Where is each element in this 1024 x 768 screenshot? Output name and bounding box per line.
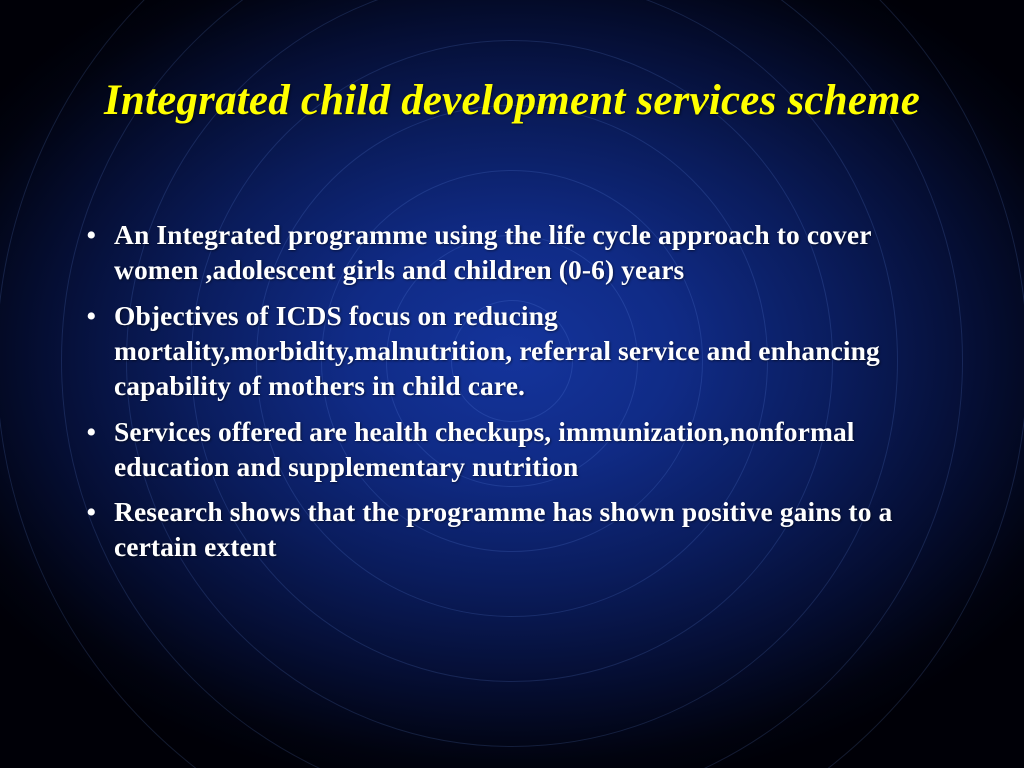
bullet-dot-icon: • bbox=[86, 415, 97, 449]
bullet-dot-icon: • bbox=[86, 299, 97, 333]
list-item bbox=[80, 415, 960, 485]
bullet-dot-icon: • bbox=[86, 496, 97, 530]
bullet-dot-icon: • bbox=[86, 219, 97, 252]
list-item-text: An Integrated programme using the life cycle approach to cover women ,adolescent girls and children (0-6) years bbox=[114, 219, 871, 285]
list-item-text: Research shows that the programme has shown positive gains to a certain extent bbox=[114, 496, 893, 563]
list-item-text: Services offered are health checkups, immunization,nonformal education and supplementary nutrition bbox=[114, 415, 855, 482]
bullet-list bbox=[80, 218, 960, 576]
list-item bbox=[80, 299, 960, 404]
slide-title: Integrated child development services scheme bbox=[103, 77, 921, 124]
list-item bbox=[80, 218, 960, 288]
list-item bbox=[80, 495, 960, 565]
list-item-text: Objectives of ICDS focus on reducing mortality,morbidity,malnutrition, referral service and enhancing capability of mothers in child care. bbox=[114, 299, 880, 401]
